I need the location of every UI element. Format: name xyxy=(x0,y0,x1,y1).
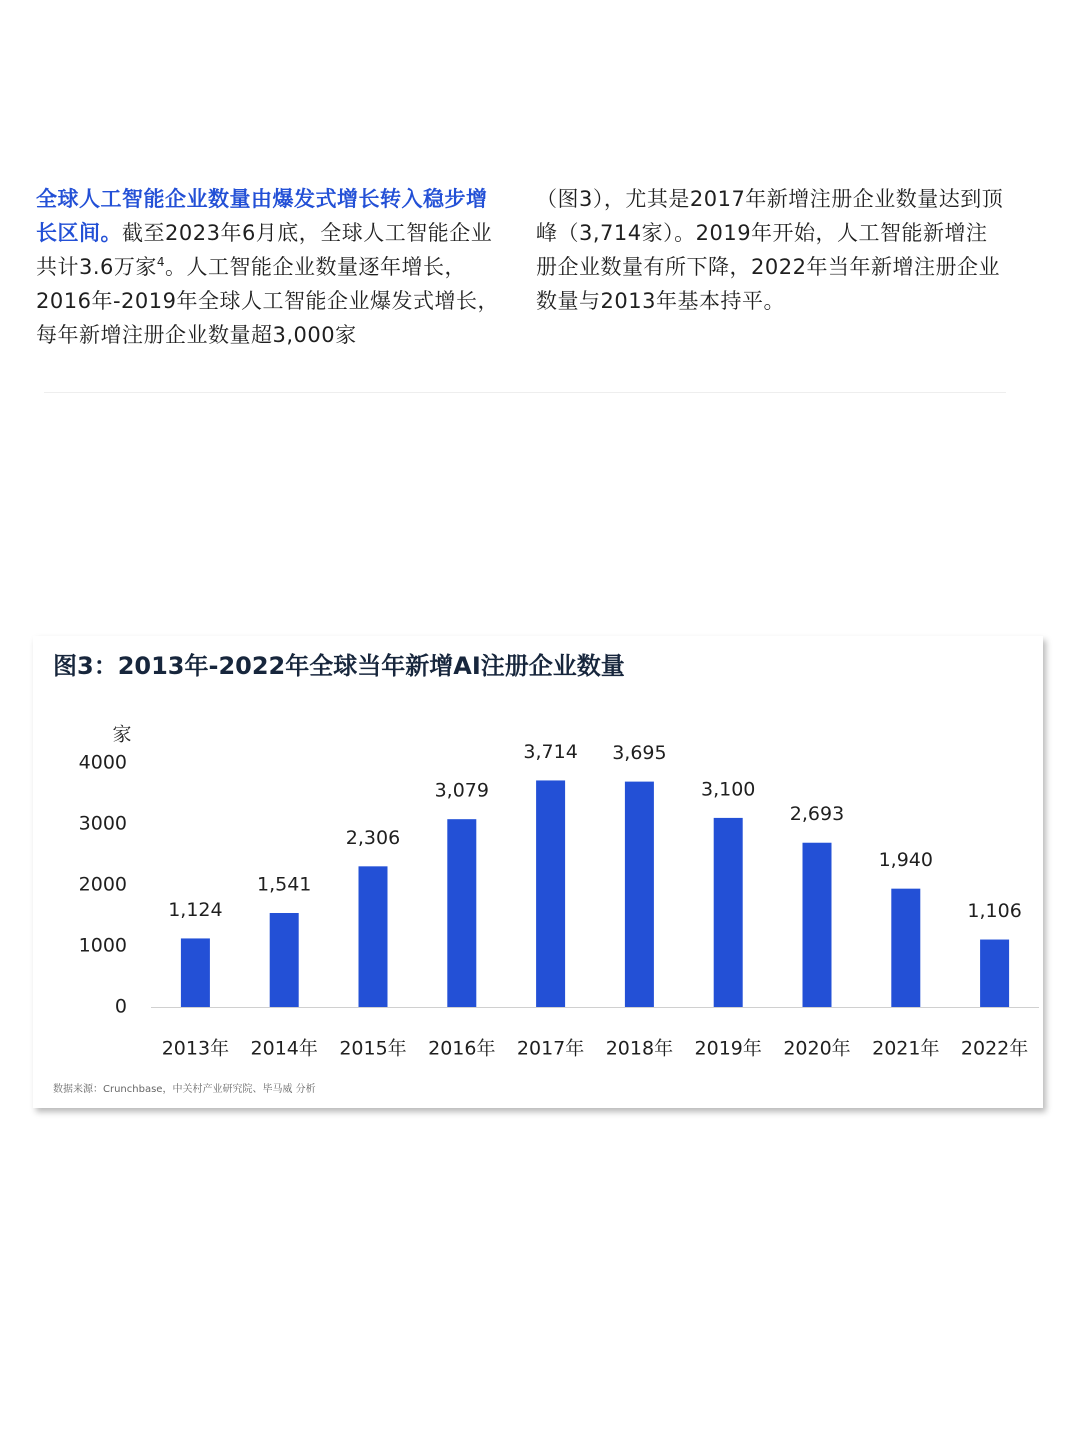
chart-card xyxy=(33,636,1043,1108)
x-tick-label: 2018年 xyxy=(605,1037,674,1060)
y-tick-label: 3000 xyxy=(78,812,127,835)
bar-chart xyxy=(33,636,1043,1076)
bar xyxy=(181,938,210,1007)
y-tick-label: 0 xyxy=(114,995,127,1018)
article-paragraph-right: （图3），尤其是2017年新增注册企业数量达到顶峰（3,714家）。2019年开始，人工智能新增注册企业数量有所下降，2022年当年新增注册企业数量与2013年基本持平。 xyxy=(536,187,1004,313)
x-tick-label: 2013年 xyxy=(161,1037,230,1060)
x-tick-label: 2021年 xyxy=(872,1037,940,1060)
bar-value-label: 3,714 xyxy=(523,740,578,763)
bar xyxy=(359,866,388,1007)
bar-value-label: 3,695 xyxy=(612,742,667,765)
bar xyxy=(714,818,743,1007)
body-text-2: 。人工智能企业数量逐年增长，2016年-2019年全球人工智能企业爆发式增长，每年新增注册企业数量超3,000家 xyxy=(36,255,499,347)
chart-title: 图3：2013年-2022年全球当年新增AI注册企业数量 xyxy=(53,652,625,680)
chart-source-note: 数据来源：Crunchbase，中关村产业研究院、毕马威 分析 xyxy=(53,1084,316,1095)
body-text-1: 截至2023年6月底，全球人工智能企业共计3.6万家 xyxy=(36,221,493,279)
footnote-marker: 4 xyxy=(156,255,166,269)
article-right-column xyxy=(536,182,1006,318)
bar-value-label: 3,100 xyxy=(700,778,756,801)
bar xyxy=(980,940,1009,1007)
y-tick-label: 2000 xyxy=(78,873,127,896)
bar-value-label: 2,693 xyxy=(789,803,845,826)
bar-value-label: 2,306 xyxy=(345,826,401,849)
x-tick-label: 2019年 xyxy=(694,1037,762,1060)
bar-value-label: 1,541 xyxy=(256,873,312,896)
x-tick-label: 2017年 xyxy=(516,1037,585,1060)
article-left-column xyxy=(36,182,504,352)
bar-value-label: 1,940 xyxy=(878,849,934,872)
y-axis-label: 家 xyxy=(112,723,132,746)
x-tick-label: 2014年 xyxy=(250,1037,318,1060)
bar xyxy=(891,889,920,1007)
bar xyxy=(536,780,565,1007)
x-tick-label: 2016年 xyxy=(428,1037,496,1060)
x-tick-label: 2022年 xyxy=(960,1037,1029,1060)
bar-value-label: 3,079 xyxy=(434,779,490,802)
bar xyxy=(625,782,654,1007)
lead-sentence: 全球人工智能企业数量由爆发式增长转入稳步增长区间。 xyxy=(36,187,488,245)
article-paragraph-left xyxy=(36,182,504,352)
bar-value-label: 1,124 xyxy=(168,898,223,921)
y-tick-label: 1000 xyxy=(78,934,127,957)
bar xyxy=(270,913,299,1007)
x-tick-label: 2015年 xyxy=(339,1037,407,1060)
bar-value-label: 1,106 xyxy=(967,900,1022,923)
bar xyxy=(803,843,832,1007)
x-tick-label: 2020年 xyxy=(783,1037,851,1060)
section-divider xyxy=(44,392,1006,393)
bar xyxy=(447,819,476,1007)
y-tick-label: 4000 xyxy=(78,751,127,774)
